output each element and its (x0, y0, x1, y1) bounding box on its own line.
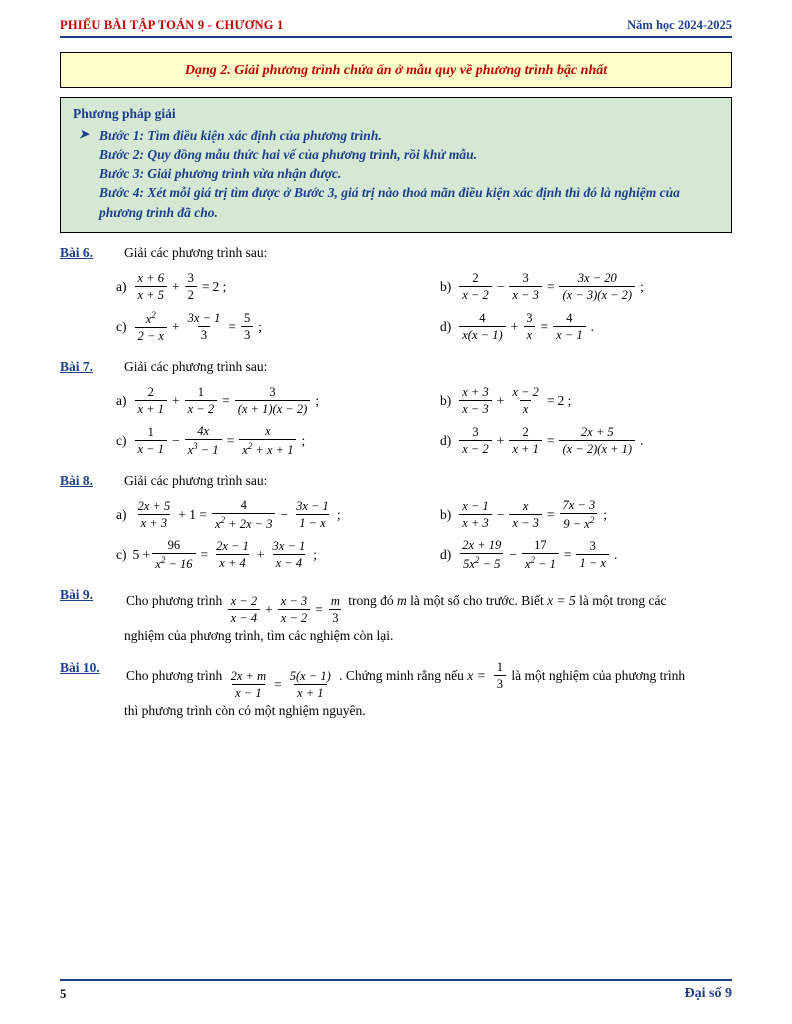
exercise-text: Cho phương trình (126, 667, 223, 683)
exercise-row (60, 421, 732, 461)
header-title-right: Năm học 2024-2025 (627, 18, 732, 32)
exercise-row (60, 495, 732, 535)
math-expression: $\frac{x^2}{2 - x}$ + $\frac{3x - 1}{3}$ = $\frac{5}{3}$ ; (133, 310, 265, 343)
exercise-bai7 (60, 359, 732, 461)
exercise-prompt: Giải các phương trình sau: (124, 244, 268, 260)
math-expression: $\frac{2}{x + 1}$ + $\frac{1}{x - 2}$ = $\frac{3}{(x + 1)(x - 2)}$ ; (133, 385, 323, 416)
math-expression: $\frac{x + 3}{x - 3}$ + $\frac{x - 2}{x}$ = 2 ; (457, 385, 571, 416)
arrow-bullet-icon: ➤ (79, 127, 90, 141)
exercise-body (126, 660, 685, 700)
item-label: b) (440, 278, 452, 294)
item-label: c) (116, 318, 127, 334)
method-step-text: Bước 1: Tìm điều kiện xác định của phương trình. (99, 128, 382, 143)
exercise-continuation: nghiệm của phương trình, tìm các nghiệm còn lại. (124, 627, 394, 643)
exercise-item (396, 311, 732, 342)
page-header (60, 0, 732, 38)
exercise-item (396, 538, 732, 571)
exercise-item (60, 538, 396, 571)
exercise-row (60, 535, 732, 575)
exercise-item (396, 385, 732, 416)
exercise-text: là một trong các (579, 592, 667, 608)
exercise-item (60, 424, 396, 457)
exercise-label: Bài 8. (60, 472, 94, 488)
exercise-label: Bài 7. (60, 358, 94, 374)
exercise-bai8 (60, 473, 732, 575)
exercise-items (60, 495, 732, 575)
exercise-row (60, 267, 732, 307)
math-condition-x: x = $\frac{1}{3}$ (467, 660, 508, 691)
method-step (73, 164, 719, 183)
exercise-text: là một nghiệm của phương trình (511, 667, 686, 683)
exercise-items (60, 267, 732, 347)
method-step-text: Bước 2: Quy đồng mẫu thức hai vế của phương trình, rồi khử mẫu. (99, 147, 478, 163)
method-box (60, 97, 732, 233)
item-label: c) (116, 546, 127, 562)
math-variable-m: m (396, 592, 407, 608)
footer-subject: Đại số 9 (684, 986, 732, 1001)
item-label: d) (440, 318, 452, 334)
method-step (73, 126, 719, 145)
exercise-item (396, 498, 732, 531)
exercise-item (60, 310, 396, 343)
header-title-left: PHIẾU BÀI TẬP TOÁN 9 - CHƯƠNG 1 (60, 18, 284, 32)
math-condition-x: x = 5 (547, 592, 576, 608)
section-banner-title: Dạng 2. Giải phương trình chứa ẩn ở mẫu quy về phương trình bậc nhất (184, 63, 608, 78)
method-steps (73, 126, 719, 222)
math-expression: $\frac{2x + 19}{5x^2 - 5}$ − $\frac{17}{x^2 - 1}$ = $\frac{3}{1 - x}$ . (457, 538, 620, 571)
exercise-bai6 (60, 245, 732, 347)
exercise-label: Bài 9. (60, 586, 94, 602)
item-label: a) (116, 506, 127, 522)
exercise-text: là một số cho trước. Biết (410, 592, 544, 608)
method-title: Phương pháp giải (73, 106, 176, 121)
exercise-label: Bài 10. (60, 659, 100, 675)
exercise-row (60, 307, 732, 347)
item-label: d) (440, 546, 452, 562)
method-step (73, 145, 719, 164)
exercise-label: Bài 6. (60, 244, 94, 260)
math-expression: $\frac{2}{x - 2}$ − $\frac{3}{x - 3}$ = $\frac{3x - 20}{(x - 3)(x - 2)}$ ; (457, 271, 647, 302)
exercise-text: trong đó (348, 592, 394, 608)
exercise-item (60, 498, 396, 531)
exercise-row (60, 381, 732, 421)
page-number: 5 (60, 986, 67, 1001)
math-expression: $\frac{x + 6}{x + 5}$ + $\frac{3}{2}$ = 2 ; (133, 271, 227, 302)
exercise-item (60, 271, 396, 302)
exercise-header (60, 660, 732, 700)
exercise-item (396, 271, 732, 302)
exercise-item (60, 385, 396, 416)
exercise-prompt: Giải các phương trình sau: (124, 472, 268, 488)
exercise-header (60, 587, 732, 625)
exercise-prompt: Giải các phương trình sau: (124, 358, 268, 374)
exercise-bai9 (60, 587, 732, 648)
math-expression: $\frac{x - 1}{x + 3}$ − $\frac{x}{x - 3}$ = $\frac{7x - 3}{9 - x^2}$ ; (457, 498, 610, 531)
math-expression: $\frac{x - 2}{x - 4}$ + $\frac{x - 3}{x - 2}$ = $\frac{m}{3}$ (226, 594, 345, 625)
exercise-text: . Chứng minh rằng nếu (339, 667, 464, 683)
exercise-bai10 (60, 660, 732, 723)
item-label: d) (440, 432, 452, 448)
section-banner (60, 52, 732, 88)
math-expression: $\frac{4}{x(x - 1)}$ + $\frac{3}{x}$ = $\frac{4}{x - 1}$ . (457, 311, 597, 342)
math-expression: $\frac{3}{x - 2}$ + $\frac{2}{x + 1}$ = $\frac{2x + 5}{(x - 2)(x + 1)}$ . (457, 425, 646, 456)
math-expression: 5 + $\frac{96}{x^2 - 16}$ = $\frac{2x - 1}{x + 4}$ + $\frac{3x - 1}{x - 4}$ ; (132, 538, 317, 572)
item-label: a) (116, 278, 127, 294)
page-footer (60, 979, 732, 1002)
item-label: b) (440, 392, 452, 408)
method-step-text: Bước 4: Xét mỗi giá trị tìm được ở Bước 3, giá trị nào thoả mãn điều kiện xác định thì đó là nghiệm của phương trình đã cho. (99, 185, 680, 220)
method-step (73, 183, 719, 221)
exercise-text: Cho phương trình (126, 592, 223, 608)
math-expression: $\frac{2x + m}{x - 1}$ = $\frac{5(x - 1)}{x + 1}$ (230, 668, 331, 700)
math-expression: $\frac{2x + 5}{x + 3}$ + 1 = $\frac{4}{x^2 + 2x - 3}$ − $\frac{3x - 1}{1 - x}$ ; (137, 498, 341, 532)
item-label: b) (440, 506, 452, 522)
math-expression: $\frac{1}{x - 1}$ − $\frac{4x}{x^3 - 1}$ = $\frac{x}{x^2 + x + 1}$ ; (133, 424, 309, 457)
method-step-text: Bước 3: Giải phương trình vừa nhận được. (99, 166, 342, 182)
exercise-continuation: thì phương trình còn có một nghiệm nguyên. (124, 702, 366, 718)
exercise-header (60, 359, 732, 375)
exercise-items (60, 381, 732, 461)
exercise-item (396, 425, 732, 456)
exercise-body (126, 587, 666, 625)
exercise-header (60, 473, 732, 489)
item-label: c) (116, 432, 127, 448)
item-label: a) (116, 392, 127, 408)
exercise-header (60, 245, 732, 261)
